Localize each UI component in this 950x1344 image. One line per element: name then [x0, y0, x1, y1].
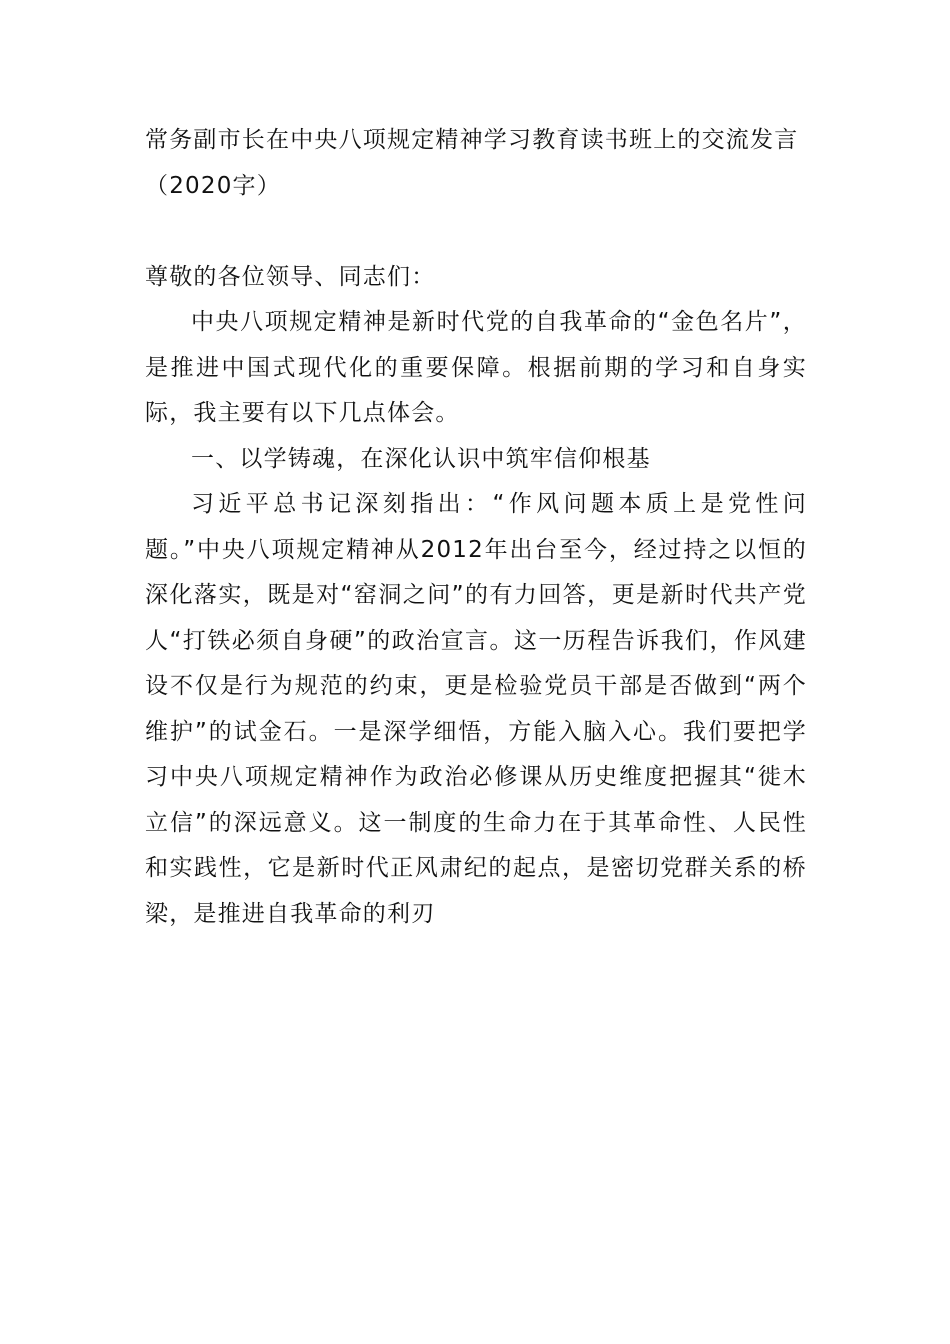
paragraph-intro: 中央八项规定精神是新时代党的自我革命的“金色名片”，是推进中国式现代化的重要保障。根据前期的学习和自身实际，我主要有以下几点体会。: [145, 309, 807, 426]
paragraph-body-1: 习近平总书记深刻指出：“作风问题本质上是党性问题。”中央八项规定精神从2012年出台至今，经过持之以恒的深化落实，既是对“窑洞之问”的有力回答，更是新时代共产党人“打铁必须自身硬”的政治宣言。这一历程告诉我们，作风建设不仅是行为规范的约束，更是检验党员干部是否做到“两个维护”的试金石。一是深学细悟，方能入脑入心。我们要把学习中央八项规定精神作为政治必修课从历史维度把握其“徙木立信”的深远意义。这一制度的生命力在于其革命性、人民性和实践性，它是新时代正风肃纪的起点，是密切党群关系的桥梁，是推进自我革命的利刃: [145, 491, 807, 927]
section-heading-1: 一、以学铸魂，在深化认识中筑牢信仰根基: [191, 445, 651, 472]
document-page: [145, 118, 807, 937]
greeting: 尊敬的各位领导、同志们：: [145, 263, 436, 290]
document-title: 常务副市长在中央八项规定精神学习教育读书班上的交流发言（2020字）: [145, 127, 799, 199]
